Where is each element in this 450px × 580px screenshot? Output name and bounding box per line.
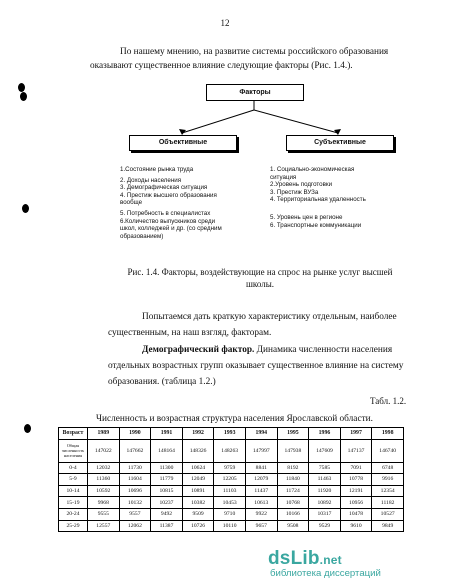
- dslib-watermark[interactable]: [268, 544, 450, 580]
- table-cell: 7585: [309, 462, 341, 474]
- objective-factor: 2. Доходы населения: [120, 176, 182, 184]
- table-row: [59, 508, 404, 520]
- table-header: 1992: [182, 428, 214, 440]
- table-cell: 10768: [277, 497, 309, 509]
- table-cell: 9509: [182, 508, 214, 520]
- table-cell: 9916: [372, 474, 404, 486]
- subjective-factor: 3. Престиж ВУЗа: [270, 188, 319, 196]
- table-cell: 148326: [182, 439, 214, 462]
- subjective-factor: ситуация: [270, 173, 297, 181]
- table-cell: 11387: [151, 520, 183, 532]
- table-cell: 12079: [245, 474, 277, 486]
- table-cell: 11463: [309, 474, 341, 486]
- table-cell: 10624: [182, 462, 214, 474]
- table-cell: 9759: [214, 462, 246, 474]
- table-cell: 11437: [245, 485, 277, 497]
- table-cell: Общая численность населения: [59, 439, 88, 462]
- table-cell: 9508: [277, 520, 309, 532]
- table-cell: 9555: [88, 508, 120, 520]
- table-header: 1996: [309, 428, 341, 440]
- table-cell: 9610: [340, 520, 372, 532]
- table-cell: 147938: [277, 439, 309, 462]
- logo-brand: dsLib: [268, 548, 320, 569]
- dslib-logo[interactable]: [268, 548, 342, 570]
- table-header: 1997: [340, 428, 372, 440]
- table-header: 1995: [277, 428, 309, 440]
- figure-caption-line-1: Рис. 1.4. Факторы, воздействующие на спрос на рынке услуг высшей: [127, 267, 393, 277]
- objective-factor: школ, колледжей и др. (со средним: [120, 225, 222, 233]
- table-header: 1993: [214, 428, 246, 440]
- table-cell: 10478: [340, 508, 372, 520]
- table-header: 1991: [151, 428, 183, 440]
- table-cell: 9710: [214, 508, 246, 520]
- table-cell: 11730: [119, 462, 151, 474]
- table-cell: 10382: [182, 497, 214, 509]
- table-cell: 10956: [340, 497, 372, 509]
- table-cell: 10892: [309, 497, 341, 509]
- table-cell: 9922: [245, 508, 277, 520]
- table-cell: 10166: [277, 508, 309, 520]
- subjective-factor: 2.Уровень подготовки: [270, 181, 333, 189]
- table-cell: 0-4: [59, 462, 88, 474]
- table-cell: 11840: [277, 474, 309, 486]
- table-cell: 7091: [340, 462, 372, 474]
- table-cell: 8841: [245, 462, 277, 474]
- table-cell: 148263: [214, 439, 246, 462]
- table-label: Табл. 1.2.: [370, 396, 407, 406]
- objective-factor: 4. Престиж высшего образования: [120, 191, 217, 199]
- table-cell: 9492: [151, 508, 183, 520]
- subjective-factor: 6. Транспортные коммуникации: [270, 221, 362, 229]
- table-cell: 12354: [372, 485, 404, 497]
- page-number: 12: [220, 18, 230, 28]
- table-cell: 11920: [309, 485, 341, 497]
- objective-factor: вообще: [120, 199, 143, 207]
- table-caption: Численность и возрастная структура населения Ярославской области.: [96, 414, 373, 424]
- table-header-row: [59, 428, 404, 440]
- table-cell: 25-29: [59, 520, 88, 532]
- table-cell: 148164: [151, 439, 183, 462]
- objective-box: Объективные: [129, 135, 237, 151]
- table-cell: 146740: [372, 439, 404, 462]
- table-cell: 12191: [340, 485, 372, 497]
- table-cell: 6748: [372, 462, 404, 474]
- subjective-factor: 4. Территориальная удаленность: [270, 196, 366, 204]
- table-cell: 15-19: [59, 497, 88, 509]
- table-cell: 10110: [214, 520, 246, 532]
- table-cell: 11779: [151, 474, 183, 486]
- objective-factor: 5. Потребность в специалистах: [120, 209, 211, 217]
- para3-line-1-text: Динамика численности населения: [254, 345, 393, 355]
- table-row: [59, 485, 404, 497]
- table-cell: 10592: [88, 485, 120, 497]
- table-cell: 12062: [119, 520, 151, 532]
- para2-line-1: Попытаемся дать краткую характеристику отдельным, наиболее: [142, 312, 397, 322]
- factors-box: Факторы: [206, 84, 304, 101]
- table-cell: 9849: [372, 520, 404, 532]
- table-row: [59, 439, 404, 462]
- table-cell: 20-24: [59, 508, 88, 520]
- logo-subtitle: библиотека диссертаций: [270, 568, 381, 579]
- objective-factor: 1.Состояние рынка труда: [120, 166, 194, 173]
- table-cell: 147662: [119, 439, 151, 462]
- section-heading: Демографический фактор.: [142, 345, 255, 355]
- table-cell: 10778: [340, 474, 372, 486]
- population-table: [58, 427, 404, 532]
- objective-factors-list: [120, 166, 260, 240]
- table-cell: 10726: [182, 520, 214, 532]
- table-cell: 12205: [214, 474, 246, 486]
- para3-line-1: [142, 344, 420, 357]
- logo-tld: .net: [319, 553, 342, 567]
- table-cell: 10696: [119, 485, 151, 497]
- objective-factor: 6.Количество выпускников среди: [120, 217, 216, 225]
- table-row: [59, 497, 404, 509]
- table-cell: 147022: [88, 439, 120, 462]
- para3-line-2: отдельных возрастных групп оказывает существенное влияние на систему: [108, 361, 404, 371]
- table-cell: 11724: [277, 485, 309, 497]
- table-cell: 11604: [119, 474, 151, 486]
- table-row: [59, 474, 404, 486]
- subjective-factors-list: [270, 166, 420, 229]
- table-cell: 11360: [88, 474, 120, 486]
- objective-factor: 3. Демографическая ситуация: [120, 184, 208, 192]
- table-cell: 10-14: [59, 485, 88, 497]
- figure-caption: [110, 266, 410, 290]
- table-cell: 147137: [340, 439, 372, 462]
- figure-caption-line-2: школы.: [245, 279, 274, 289]
- table-cell: 8192: [277, 462, 309, 474]
- subjective-box: Субъективные: [286, 135, 394, 151]
- table-cell: 12049: [182, 474, 214, 486]
- table-cell: 9557: [119, 508, 151, 520]
- table-cell: 5-9: [59, 474, 88, 486]
- table-header: 1990: [119, 428, 151, 440]
- table-cell: 147997: [245, 439, 277, 462]
- table-cell: 12557: [88, 520, 120, 532]
- table-row: [59, 462, 404, 474]
- subjective-factor: 5. Уровень цен в регионе: [270, 213, 343, 221]
- table-cell: 10815: [151, 485, 183, 497]
- subjective-factor: 1. Социально-экономическая: [270, 166, 355, 173]
- table-cell: 11300: [151, 462, 183, 474]
- table-cell: 10891: [182, 485, 214, 497]
- table-cell: 10317: [309, 508, 341, 520]
- table-cell: 9529: [309, 520, 341, 532]
- table-row: [59, 520, 404, 532]
- table-header: 1989: [88, 428, 120, 440]
- intro-line-2: оказывают существенное влияние следующие факторы (Рис. 1.4.).: [90, 61, 353, 71]
- para2-line-2: существенным, на наш взгляд, факторам.: [108, 328, 272, 338]
- table-header: Возраст: [59, 428, 88, 440]
- table-cell: 10527: [372, 508, 404, 520]
- table-cell: 12032: [88, 462, 120, 474]
- table-cell: 11182: [372, 497, 404, 509]
- intro-line-1: По нашему мнению, на развитие системы российского образования: [120, 47, 389, 57]
- table-cell: 9968: [88, 497, 120, 509]
- table-cell: 10237: [151, 497, 183, 509]
- table-cell: 11103: [214, 485, 246, 497]
- table-cell: 10453: [214, 497, 246, 509]
- table-cell: 147609: [309, 439, 341, 462]
- objective-factor: образованием): [120, 232, 164, 240]
- table-cell: 9657: [245, 520, 277, 532]
- table-header: 1998: [372, 428, 404, 440]
- table-header: 1994: [245, 428, 277, 440]
- table-cell: 10132: [119, 497, 151, 509]
- para3-line-3: образования. (таблица 1.2.): [108, 377, 216, 387]
- table-cell: 10613: [245, 497, 277, 509]
